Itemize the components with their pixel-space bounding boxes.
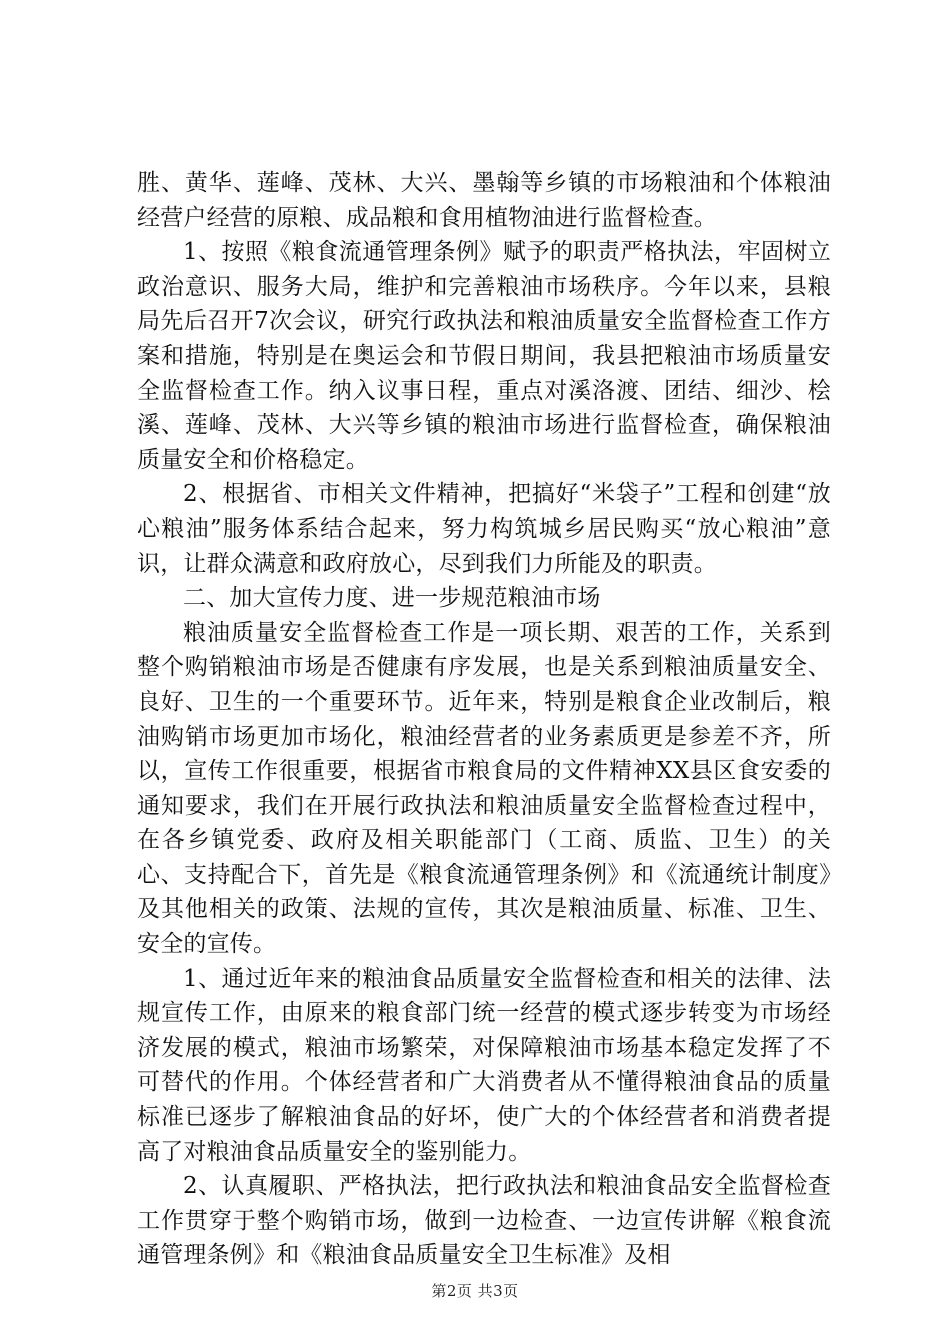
paragraph-item-2-section2: 2、认真履职、严格执法，把行政执法和粮油食品安全监督检查工作贯穿于整个购销市场，做到一边检查、一边宣传讲解《粮食流通管理条例》和《粮油食品质量安全卫生标准》及相 [137,1173,831,1269]
document-body [137,166,831,1273]
paragraph-item-1: 1、按照《粮食流通管理条例》赋予的职责严格执法，牢固树立政治意识、服务大局，维护和完善粮油市场秩序。今年以来，县粮局先后召开7次会议，研究行政执法和粮油质量安全监督检查工作方案和措施，特别是在奥运会和节假日期间，我县把粮油市场质量安全监督检查工作。纳入议事日程，重点对溪洛渡、团结、细沙、桧溪、莲峰、茂林、大兴等乡镇的粮油市场进行监督检查，确保粮油质量安全和价格稳定。 [137,239,831,473]
page-number-footer: 第2页 共3页 [431,1282,519,1300]
section-heading: 二、加大宣传力度、进一步规范粮油市场 [183,585,601,612]
paragraph-item-2: 2、根据省、市相关文件精神，把搞好“米袋子”工程和创建“放心粮油”服务体系结合起来，努力构筑城乡居民购买“放心粮油”意识，让群众满意和政府放心，尽到我们力所能及的职责。 [137,481,831,577]
paragraph-section-body: 粮油质量安全监督检查工作是一项长期、艰苦的工作，关系到整个购销粮油市场是否健康有序发展，也是关系到粮油质量安全、良好、卫生的一个重要环节。近年来，特别是粮食企业改制后，粮油购销市场更加市场化，粮油经营者的业务素质更是参差不齐，所以，宣传工作很重要，根据省市粮食局的文件精神XX县区食安委的通知要求，我们在开展行政执法和粮油质量安全监督检查过程中，在各乡镇党委、政府及相关职能部门（工商、质监、卫生）的关心、支持配合下，首先是《粮食流通管理条例》和《流通统计制度》及其他相关的政策、法规的宣传，其次是粮油质量、标准、卫生、安全的宣传。 [137,619,831,958]
paragraph-item-1-section2: 1、通过近年来的粮油食品质量安全监督检查和相关的法律、法规宣传工作，由原来的粮食部门统一经营的模式逐步转变为市场经济发展的模式，粮油市场繁荣，对保障粮油市场基本稳定发挥了不可替代的作用。个体经营者和广大消费者从不懂得粮油食品的质量标准已逐步了解粮油食品的好坏，使广大的个体经营者和消费者提高了对粮油食品质量安全的鉴别能力。 [137,965,831,1165]
paragraph-continuation: 胜、黄华、莲峰、茂林、大兴、墨翰等乡镇的市场粮油和个体粮油经营户经营的原粮、成品粮和食用植物油进行监督检查。 [137,170,831,231]
